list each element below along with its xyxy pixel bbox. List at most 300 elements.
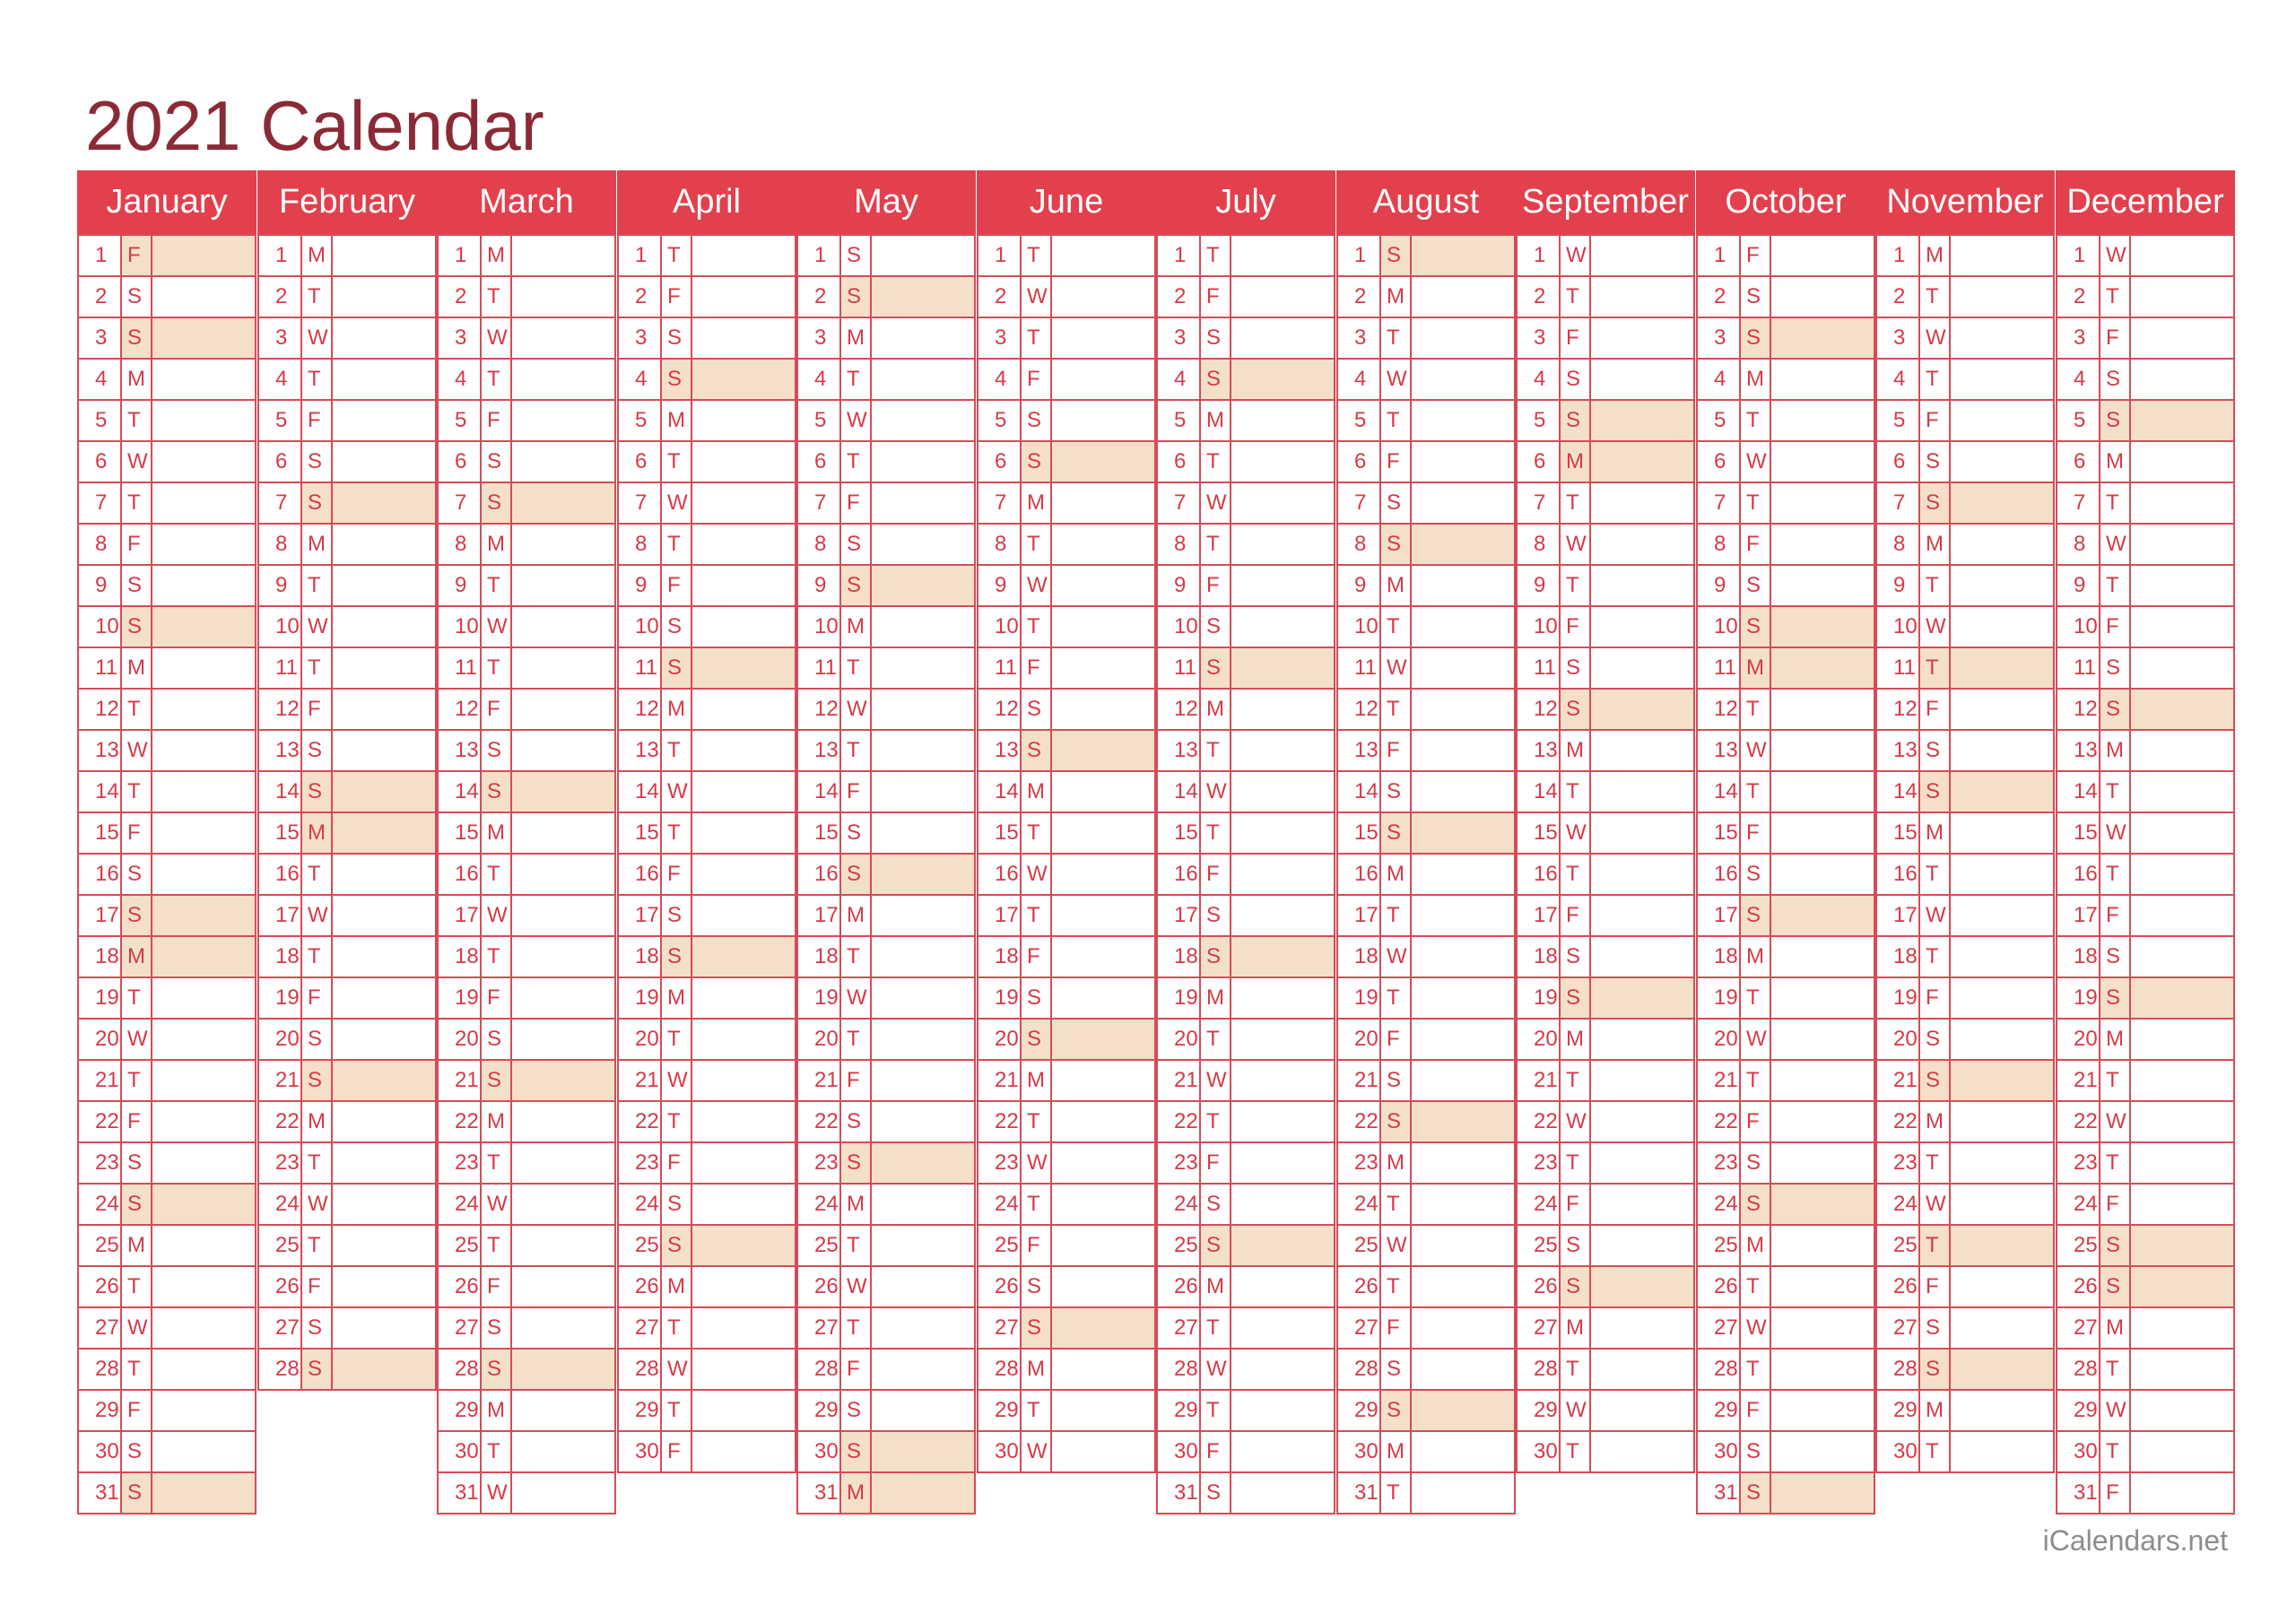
weekday-letter: T <box>1561 483 1591 523</box>
day-number: 27 <box>1877 1308 1920 1348</box>
day-row <box>978 1020 1154 1061</box>
day-note-space <box>692 525 795 564</box>
day-row <box>1338 1473 1514 1515</box>
day-note-space <box>1951 1267 2053 1306</box>
day-number: 22 <box>259 1102 302 1141</box>
weekday-letter: S <box>2100 978 2131 1018</box>
day-row <box>259 525 435 566</box>
day-row <box>1338 1061 1514 1102</box>
day-row <box>259 1061 435 1102</box>
weekday-letter: S <box>1201 607 1231 647</box>
day-row <box>619 1185 795 1226</box>
day-note-space <box>512 772 614 812</box>
day-row <box>1698 442 1874 483</box>
month-header: February <box>257 170 437 234</box>
day-row <box>1877 566 2053 607</box>
weekday-letter: F <box>1920 401 1951 440</box>
day-number: 12 <box>79 690 122 729</box>
weekday-letter: S <box>482 731 512 770</box>
day-note-space <box>1052 566 1154 605</box>
day-number: 14 <box>259 772 302 812</box>
day-note-space <box>152 483 255 523</box>
day-row <box>1158 1267 1334 1308</box>
weekday-letter: S <box>122 1432 152 1471</box>
weekday-letter: T <box>2100 277 2131 317</box>
day-number: 3 <box>619 318 662 358</box>
day-note-space <box>1412 937 1514 976</box>
day-note-space <box>872 690 974 729</box>
day-number: 6 <box>978 442 1022 482</box>
day-number: 29 <box>619 1391 662 1430</box>
day-row <box>1698 401 1874 442</box>
day-number: 26 <box>1338 1267 1381 1306</box>
day-row <box>79 1143 255 1185</box>
day-number: 27 <box>619 1308 662 1348</box>
day-note-space <box>1231 1267 1334 1306</box>
weekday-letter: S <box>302 772 333 812</box>
day-number: 2 <box>1158 277 1201 317</box>
day-note-space <box>2131 525 2233 564</box>
weekday-letter: M <box>1022 1061 1052 1100</box>
day-note-space <box>1951 937 2053 976</box>
month-april <box>617 170 796 1473</box>
day-note-space <box>333 442 435 482</box>
weekday-letter: T <box>2100 1432 2131 1471</box>
day-number: 14 <box>2057 772 2100 812</box>
day-number: 1 <box>79 236 122 275</box>
day-number: 19 <box>798 978 841 1018</box>
day-note-space <box>872 318 974 358</box>
day-note-space <box>1412 318 1514 358</box>
day-number: 27 <box>1338 1308 1381 1348</box>
weekday-letter: W <box>482 318 512 358</box>
day-note-space <box>1052 607 1154 647</box>
weekday-letter: T <box>122 401 152 440</box>
day-row <box>1877 318 2053 360</box>
weekday-letter: S <box>122 277 152 317</box>
day-number: 17 <box>1338 896 1381 935</box>
day-note-space <box>872 1391 974 1430</box>
day-note-space <box>333 318 435 358</box>
weekday-letter: M <box>482 1391 512 1430</box>
weekday-letter: W <box>1201 1350 1231 1389</box>
day-row <box>1338 1143 1514 1185</box>
day-row <box>1698 690 1874 731</box>
day-row <box>2057 1226 2233 1267</box>
day-number: 23 <box>1158 1143 1201 1183</box>
day-note-space <box>2131 772 2233 812</box>
day-row <box>1698 1350 1874 1391</box>
month-header: June <box>977 170 1156 234</box>
month-may <box>796 170 976 1515</box>
day-row <box>1698 731 1874 772</box>
day-row <box>1158 234 1334 277</box>
day-row <box>259 978 435 1020</box>
day-note-space <box>152 896 255 935</box>
day-row <box>1877 1350 2053 1391</box>
day-note-space <box>1951 1350 2053 1389</box>
day-number: 13 <box>619 731 662 770</box>
day-note-space <box>2131 1267 2233 1306</box>
day-row <box>79 690 255 731</box>
day-note-space <box>1412 483 1514 523</box>
day-number: 21 <box>1518 1061 1561 1100</box>
day-row <box>259 360 435 401</box>
day-note-space <box>1231 277 1334 317</box>
day-row <box>1518 1102 1693 1143</box>
day-row <box>1338 1432 1514 1473</box>
day-note-space <box>1951 896 2053 935</box>
day-number: 2 <box>619 277 662 317</box>
day-note-space <box>872 648 974 688</box>
day-number: 12 <box>2057 690 2100 729</box>
day-list <box>1336 234 1516 1515</box>
day-number: 7 <box>79 483 122 523</box>
weekday-letter: F <box>2100 1473 2131 1513</box>
day-row <box>2057 813 2233 855</box>
weekday-letter: T <box>1561 855 1591 894</box>
day-note-space <box>872 1102 974 1141</box>
weekday-letter: S <box>1381 525 1412 564</box>
day-row <box>798 1102 974 1143</box>
day-number: 16 <box>1338 855 1381 894</box>
day-number: 3 <box>79 318 122 358</box>
day-note-space <box>1951 1308 2053 1348</box>
day-number: 19 <box>79 978 122 1018</box>
day-number: 10 <box>619 607 662 647</box>
weekday-letter: M <box>841 1473 872 1513</box>
day-note-space <box>333 772 435 812</box>
day-row <box>1158 772 1334 813</box>
day-number: 2 <box>978 277 1022 317</box>
day-note-space <box>512 1308 614 1348</box>
day-note-space <box>1231 401 1334 440</box>
weekday-letter: T <box>482 1432 512 1471</box>
weekday-letter: M <box>1920 525 1951 564</box>
day-note-space <box>512 937 614 976</box>
day-row <box>1518 1267 1693 1308</box>
day-row <box>1877 360 2053 401</box>
weekday-letter: S <box>1920 1020 1951 1059</box>
weekday-letter: S <box>1381 772 1412 812</box>
day-number: 22 <box>2057 1102 2100 1141</box>
day-number: 4 <box>1338 360 1381 399</box>
day-row <box>1698 937 1874 978</box>
day-number: 20 <box>978 1020 1022 1059</box>
day-note-space <box>2131 1020 2233 1059</box>
day-note-space <box>1231 1020 1334 1059</box>
day-number: 4 <box>619 360 662 399</box>
day-row <box>439 525 614 566</box>
weekday-letter: T <box>1022 318 1052 358</box>
day-row <box>1877 1102 2053 1143</box>
weekday-letter: F <box>122 813 152 853</box>
weekday-letter: S <box>1561 937 1591 976</box>
day-note-space <box>152 318 255 358</box>
weekday-letter: W <box>302 1185 333 1224</box>
weekday-letter: W <box>302 896 333 935</box>
weekday-letter: M <box>1920 813 1951 853</box>
day-note-space <box>872 525 974 564</box>
day-note-space <box>333 401 435 440</box>
day-note-space <box>333 525 435 564</box>
day-row <box>978 1432 1154 1473</box>
day-note-space <box>1412 1432 1514 1471</box>
day-row <box>1338 277 1514 318</box>
day-row <box>439 772 614 813</box>
weekday-letter: T <box>302 1226 333 1265</box>
day-note-space <box>2131 1350 2233 1389</box>
day-number: 8 <box>798 525 841 564</box>
day-row <box>1877 442 2053 483</box>
day-number: 5 <box>259 401 302 440</box>
day-number: 10 <box>79 607 122 647</box>
day-row <box>798 1143 974 1185</box>
day-row <box>619 1061 795 1102</box>
day-number: 16 <box>978 855 1022 894</box>
day-note-space <box>2131 1308 2233 1348</box>
day-number: 2 <box>79 277 122 317</box>
day-number: 6 <box>619 442 662 482</box>
day-row <box>79 855 255 896</box>
day-row <box>1518 855 1693 896</box>
day-number: 11 <box>79 648 122 688</box>
day-list <box>617 234 796 1473</box>
day-note-space <box>872 1350 974 1389</box>
day-number: 24 <box>2057 1185 2100 1224</box>
day-number: 21 <box>1158 1061 1201 1100</box>
day-note-space <box>152 401 255 440</box>
weekday-letter: W <box>1201 772 1231 812</box>
day-note-space <box>512 277 614 317</box>
day-number: 6 <box>1877 442 1920 482</box>
day-note-space <box>512 896 614 935</box>
weekday-letter: M <box>841 1185 872 1224</box>
day-row <box>798 1267 974 1308</box>
day-number: 6 <box>798 442 841 482</box>
weekday-letter: T <box>841 937 872 976</box>
day-number: 20 <box>1877 1020 1920 1059</box>
day-note-space <box>1951 1391 2053 1430</box>
day-number: 14 <box>1877 772 1920 812</box>
month-header: March <box>437 170 616 234</box>
weekday-letter: W <box>122 731 152 770</box>
weekday-letter: M <box>302 813 333 853</box>
day-row <box>1338 318 1514 360</box>
day-row <box>798 234 974 277</box>
weekday-letter: W <box>302 607 333 647</box>
day-number: 30 <box>798 1432 841 1471</box>
day-number: 25 <box>1698 1226 1741 1265</box>
day-row <box>1877 607 2053 648</box>
day-note-space <box>1771 525 1874 564</box>
day-row <box>1338 1308 1514 1350</box>
day-note-space <box>2131 1473 2233 1513</box>
day-number: 16 <box>79 855 122 894</box>
day-number: 18 <box>798 937 841 976</box>
day-number: 15 <box>439 813 482 853</box>
day-row <box>798 813 974 855</box>
day-number: 19 <box>2057 978 2100 1018</box>
day-row <box>978 234 1154 277</box>
weekday-letter: T <box>841 731 872 770</box>
weekday-letter: S <box>1022 401 1052 440</box>
weekday-letter: F <box>1381 1020 1412 1059</box>
weekday-letter: M <box>1201 401 1231 440</box>
weekday-letter: T <box>482 937 512 976</box>
weekday-letter: S <box>1381 1102 1412 1141</box>
weekday-letter: S <box>122 896 152 935</box>
day-row <box>798 978 974 1020</box>
weekday-letter: W <box>1022 277 1052 317</box>
day-number: 29 <box>1877 1391 1920 1430</box>
day-number: 29 <box>1518 1391 1561 1430</box>
day-row <box>259 1020 435 1061</box>
day-row <box>1877 1020 2053 1061</box>
weekday-letter: T <box>1741 1061 1771 1100</box>
day-note-space <box>333 607 435 647</box>
day-number: 15 <box>1877 813 1920 853</box>
month-july <box>1156 170 1335 1515</box>
day-row <box>978 813 1154 855</box>
day-row <box>259 813 435 855</box>
day-number: 20 <box>259 1020 302 1059</box>
day-note-space <box>1231 896 1334 935</box>
weekday-letter: S <box>662 1226 692 1265</box>
day-number: 7 <box>1877 483 1920 523</box>
weekday-letter: S <box>302 1308 333 1348</box>
day-note-space <box>1231 731 1334 770</box>
day-number: 24 <box>1518 1185 1561 1224</box>
weekday-letter: W <box>662 1061 692 1100</box>
weekday-letter: S <box>1741 607 1771 647</box>
day-note-space <box>1412 813 1514 853</box>
weekday-letter: F <box>302 1267 333 1306</box>
day-note-space <box>1052 1143 1154 1183</box>
day-note-space <box>1771 978 1874 1018</box>
day-row <box>2057 937 2233 978</box>
day-row <box>1518 731 1693 772</box>
day-note-space <box>2131 1391 2233 1430</box>
weekday-letter: W <box>1201 1061 1231 1100</box>
day-list <box>77 234 257 1515</box>
day-row <box>1877 1391 2053 1432</box>
day-number: 25 <box>1518 1226 1561 1265</box>
day-row <box>1698 607 1874 648</box>
day-note-space <box>692 1432 795 1471</box>
day-number: 24 <box>259 1185 302 1224</box>
day-note-space <box>1231 1061 1334 1100</box>
weekday-letter: W <box>662 1350 692 1389</box>
day-row <box>259 937 435 978</box>
day-note-space <box>152 442 255 482</box>
day-number: 12 <box>1338 690 1381 729</box>
day-number: 5 <box>978 401 1022 440</box>
day-number: 30 <box>1518 1432 1561 1471</box>
weekday-letter: W <box>841 978 872 1018</box>
day-note-space <box>1591 236 1693 275</box>
day-number: 3 <box>1877 318 1920 358</box>
day-note-space <box>692 1350 795 1389</box>
day-note-space <box>512 525 614 564</box>
day-note-space <box>1591 1020 1693 1059</box>
day-number: 23 <box>619 1143 662 1183</box>
day-row <box>1518 772 1693 813</box>
weekday-letter: S <box>662 360 692 399</box>
day-row <box>1518 318 1693 360</box>
day-note-space <box>1771 1308 1874 1348</box>
weekday-letter: F <box>662 1143 692 1183</box>
day-number: 14 <box>1518 772 1561 812</box>
day-number: 5 <box>2057 401 2100 440</box>
day-row <box>978 690 1154 731</box>
day-number: 3 <box>1698 318 1741 358</box>
day-row <box>1698 1102 1874 1143</box>
weekday-letter: T <box>1561 566 1591 605</box>
weekday-letter: M <box>122 937 152 976</box>
weekday-letter: W <box>1561 813 1591 853</box>
day-note-space <box>2131 277 2233 317</box>
day-row <box>1158 896 1334 937</box>
day-note-space <box>333 277 435 317</box>
day-number: 16 <box>619 855 662 894</box>
day-row <box>1338 1020 1514 1061</box>
day-number: 7 <box>978 483 1022 523</box>
day-list <box>1696 234 1875 1515</box>
day-number: 11 <box>619 648 662 688</box>
day-note-space <box>872 401 974 440</box>
weekday-letter: T <box>1381 607 1412 647</box>
weekday-letter: M <box>1381 566 1412 605</box>
day-note-space <box>1412 525 1514 564</box>
weekday-letter: S <box>1022 731 1052 770</box>
day-row <box>1698 277 1874 318</box>
day-note-space <box>1771 1061 1874 1100</box>
day-note-space <box>512 813 614 853</box>
day-note-space <box>1231 1391 1334 1430</box>
day-row <box>1158 1350 1334 1391</box>
weekday-letter: M <box>482 1102 512 1141</box>
day-number: 18 <box>439 937 482 976</box>
day-note-space <box>333 1061 435 1100</box>
day-note-space <box>872 772 974 812</box>
day-note-space <box>1412 1185 1514 1224</box>
weekday-letter: W <box>2100 525 2131 564</box>
day-note-space <box>1771 1267 1874 1306</box>
day-note-space <box>2131 483 2233 523</box>
day-note-space <box>872 1432 974 1471</box>
weekday-letter: T <box>1381 1473 1412 1513</box>
day-row <box>1158 937 1334 978</box>
day-note-space <box>1052 236 1154 275</box>
day-row <box>1518 1185 1693 1226</box>
day-row <box>619 1350 795 1391</box>
day-row <box>79 483 255 525</box>
day-note-space <box>872 937 974 976</box>
day-row <box>1338 1267 1514 1308</box>
day-row <box>259 648 435 690</box>
day-row <box>619 690 795 731</box>
weekday-letter: T <box>1920 566 1951 605</box>
weekday-letter: S <box>662 896 692 935</box>
day-note-space <box>333 483 435 523</box>
day-number: 8 <box>439 525 482 564</box>
day-number: 25 <box>978 1226 1022 1265</box>
weekday-letter: S <box>302 1020 333 1059</box>
weekday-letter: S <box>841 1391 872 1430</box>
day-number: 11 <box>439 648 482 688</box>
day-number: 17 <box>1698 896 1741 935</box>
